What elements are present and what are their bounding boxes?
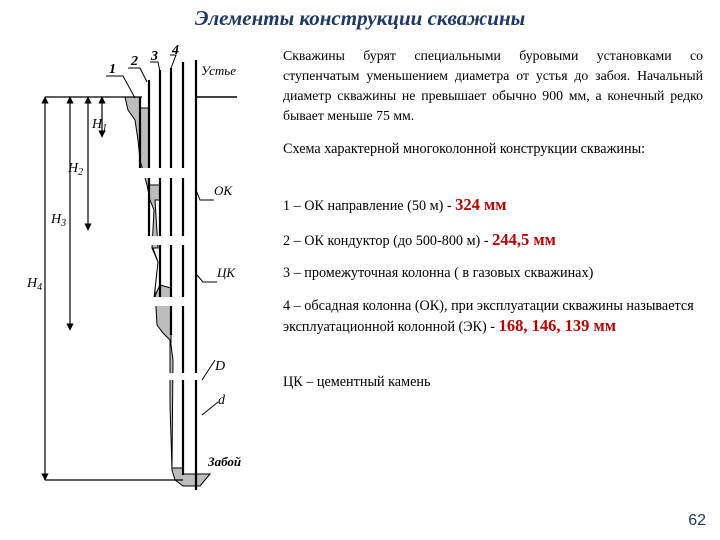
- diameter-value: 168, 146, 139 мм: [498, 316, 616, 335]
- list-item: [283, 230, 703, 251]
- diameter-value: 324 мм: [455, 195, 507, 214]
- bottom-label: Забой: [208, 454, 242, 469]
- list-item: [283, 373, 703, 392]
- page-number: 62: [688, 512, 706, 529]
- list-item-text: 1 – ОК направление (50 м) -: [283, 198, 452, 214]
- depth-label-h3: $H_3$: [51, 212, 67, 229]
- intro-paragraph: Скважины бурят специальными буровыми установками со ступенчатым уменьшением диаметра от устья до забоя. Начальный диаметр скважины не превышает обычно 900 мм, а конечный редко бывает меньше 75 мм.: [283, 48, 703, 123]
- diameter-label-D: D: [215, 359, 226, 374]
- list-item: [283, 297, 703, 337]
- casing-number-4: 4: [172, 43, 179, 58]
- list-item-text: 2 – ОК кондуктор (до 500-800 м) -: [283, 233, 489, 249]
- cement-stone: [125, 97, 210, 486]
- casing-number-2: 2: [131, 54, 138, 69]
- mouth-label: Устье: [201, 63, 236, 78]
- casing-strings: [140, 60, 196, 490]
- casing-number-1: 1: [109, 62, 116, 77]
- diameter-label-d: d: [218, 393, 225, 408]
- diameter-value: 244,5 мм: [492, 230, 556, 249]
- slide-title: Элементы конструкции скважины: [194, 6, 526, 30]
- list-item-text: 3 – промежуточная колонна ( в газовых скважинах): [283, 265, 594, 281]
- scheme-heading: Схема характерной многоколонной конструкции скважины:: [283, 141, 646, 157]
- depth-label-h4: $H_4$: [27, 276, 43, 293]
- depth-label-h2: $H_2$: [68, 161, 84, 178]
- casing-label-ok: ОК: [214, 183, 233, 198]
- list-item: [283, 195, 703, 216]
- depth-label-h1: $H_1$: [92, 117, 108, 134]
- list-item-text: 4 – обсадная колонна (ОК), при эксплуатации скважины называется эксплуатационной колонной (ЭК) -: [283, 298, 694, 335]
- cement-label-ck: ЦК: [217, 265, 236, 280]
- well-construction-diagram: [0, 0, 280, 500]
- list-item: [283, 264, 703, 283]
- casing-number-3: 3: [151, 49, 158, 64]
- list-item-text: ЦК – цементный камень: [283, 374, 431, 390]
